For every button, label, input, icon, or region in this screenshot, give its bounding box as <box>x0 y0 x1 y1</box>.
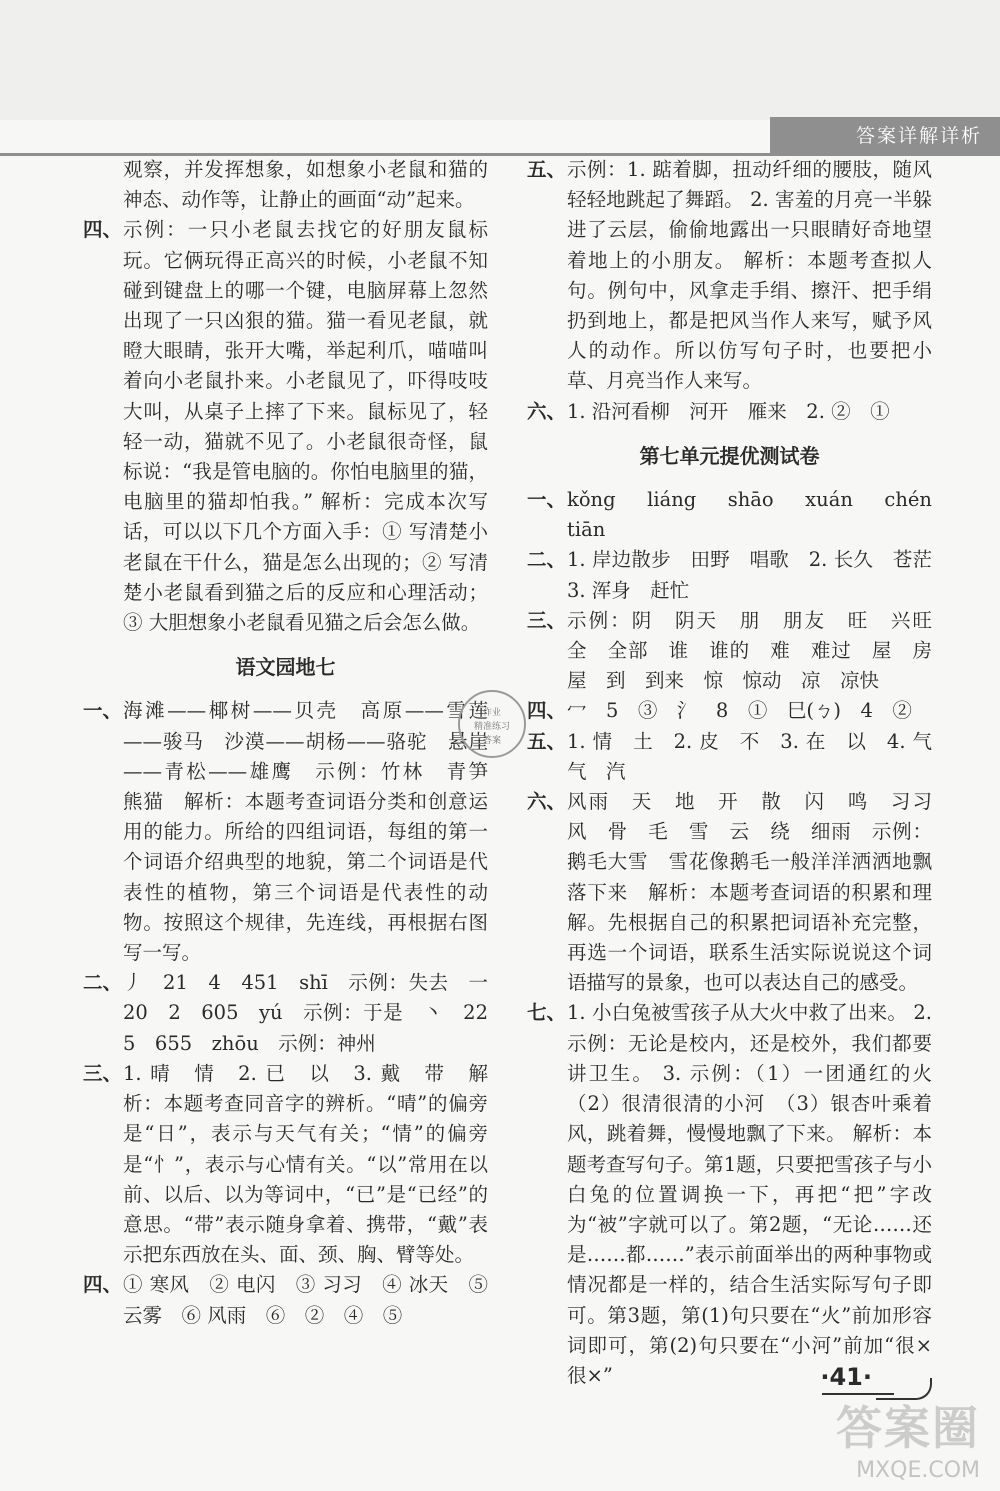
answer-item <box>83 1059 488 1270</box>
item-text: 风雨 天 地 开 散 闪 鸣 习习 风 骨 毛 雪 云 绕 细雨 示例：鹅毛大雪 雪花像鹅毛一般洋洋洒洒地飘落下来 解析：本题考查词语的积累和理解。先根据自己的积累把词语补充完整，再选一个词语，联系生活实际说说这个词语描写的景象，也可以表达自己的感受。 <box>567 790 952 995</box>
section-heading: 第七单元提优测试卷 <box>639 443 820 468</box>
item-number: 四、 <box>83 218 123 242</box>
item-text: 海滩——椰树——贝壳 高原——雪莲——骏马 沙漠——胡杨——骆驼 悬崖——青松——雄鹰 示例：竹林 青笋 熊猫 解析：本题考查词语分类和创意运用的能力。所给的四组词语，每组的第一个词语介绍典型的地貌，第二个词语是代表性的植物，第三个词语是代表性的动物。按照这个规律，先连线，再根据右图写一写。 <box>123 699 508 965</box>
item-text: 冖 5 ③ 氵 8 ① 巳(ㄅ) 4 ② <box>567 699 912 723</box>
watermark <box>836 1392 980 1483</box>
right-column <box>527 155 952 1391</box>
item-number: 四、 <box>527 699 567 723</box>
item-number: 三、 <box>83 1061 123 1085</box>
answer-item <box>527 998 952 1391</box>
section-heading: 语文园地七 <box>235 655 336 680</box>
item-number: 四、 <box>83 1273 123 1297</box>
answer-item <box>527 397 932 427</box>
answer-item <box>83 155 488 215</box>
item-text: 1. 情 土 2. 皮 不 3. 在 以 4. 气 气 汽 <box>567 729 952 783</box>
item-text: 1. 岸边散步 田野 唱歌 2. 长久 苍茫 3. 浑身 赶忙 <box>567 548 952 602</box>
answer-item <box>527 485 952 545</box>
item-text: 示例：阴 阴天 朋 朋友 旺 兴旺 全 全部 谁 谁的 难 难过 屋 房屋 到 到来 惊 惊动 凉 凉快 <box>567 608 952 693</box>
answer-item <box>83 1270 488 1330</box>
answer-item <box>83 215 488 638</box>
item-text: 1. 沿河看柳 河开 雁来 2. ② ① <box>567 399 890 423</box>
item-number: 一、 <box>527 488 567 512</box>
item-number: 六、 <box>527 399 567 423</box>
answer-item <box>527 606 952 697</box>
item-number: 一、 <box>83 699 123 723</box>
answer-item <box>527 787 952 998</box>
stamp-seal: 作业 精准练习 答案 <box>458 690 526 758</box>
watermark-url: MXQE.COM <box>856 1458 980 1483</box>
item-number: 二、 <box>83 971 123 995</box>
item-number: 五、 <box>527 729 567 753</box>
item-number: 三、 <box>527 608 567 632</box>
item-text: 示例：一只小老鼠去找它的好朋友鼠标玩。它俩玩得正高兴的时候，小老鼠不知碰到键盘上的哪一个键，电脑屏幕上忽然出现了一只凶狠的猫。猫一看见老鼠，就瞪大眼睛，张开大嘴，举起利爪，喵喵叫着向小老鼠扑来。小老鼠见了，吓得吱吱大叫，从桌子上摔了下来。鼠标见了，轻轻一动，猫就不见了。小老鼠很奇怪，鼠标说：“我是管电脑的。你怕电脑里的猫，电脑里的猫却怕我。” 解析：完成本次写话，可以以下几个方面入手：① 写清楚小老鼠在干什么，猫是怎么出现的；② 写清楚小老鼠看到猫之后的反应和心理活动；③ 大胆想象小老鼠看见猫之后会怎么做。 <box>123 218 488 635</box>
item-number: 六、 <box>527 790 567 814</box>
page-number: ·41· <box>820 1363 872 1391</box>
item-number: 七、 <box>527 1001 567 1025</box>
answer-item <box>83 968 508 1059</box>
item-number: 二、 <box>527 548 567 572</box>
section-header-tab: 答案详解详析 <box>770 117 1000 155</box>
watermark-logo: 答案圈 <box>836 1401 980 1455</box>
item-text: ① 寒风 ② 电闪 ③ 习习 ④ 冰天 ⑤ 云雾 ⑥ 风雨 ⑥ ② ④ ⑤ <box>123 1273 488 1327</box>
answer-item <box>527 696 932 726</box>
answer-item <box>527 727 952 787</box>
item-text: 1. 晴 情 2. 已 以 3. 戴 带 解析：本题考查同音字的辨析。“晴”的偏旁是“日”，表示与天气有关；“情”的偏旁是“忄”，表示与心情有关。“以”常用在以前、以后、以为等词中，“已”是“已经”的意思。“带”表示随身拿着、携带，“戴”表示把东西放在头、面、颈、胸、臂等处。 <box>123 1061 488 1267</box>
top-margin <box>0 0 1000 120</box>
answer-item <box>527 545 952 605</box>
item-text: 1. 小白兔被雪孩子从大火中救了出来。 2. 示例：无论是校内，还是校外，我们都要讲卫生。 3. 示例：（1）一团通红的火 （2）很清很清的小河 （3）银杏叶乘着风，跳着舞，慢慢地飘了下来。 解析：本题考查写句子。第1题，只要把雪孩子与小白兔的位置调换一下，再把“把”字改为“被”字就可以了。第2题，“无论……还是……都……”表示前面举出的两种事物或情况都是一样的，结合生活实际写句子即可。第3题，第(1)句只要在“火”前加形容词即可，第(2)句只要在“小河”前加“很×很×” <box>567 1001 952 1387</box>
item-text: 丿 21 4 451 shī 示例：失去 一 20 2 605 yú 示例：于是 丶 22 5 655 zhōu 示例：神州 <box>123 971 508 1055</box>
item-number: 五、 <box>527 158 567 181</box>
item-text: 示例：1. 踮着脚，扭动纤细的腰肢，随风轻轻地跳起了舞蹈。 2. 害羞的月亮一半躲进了云层，偷偷地露出一只眼睛好奇地望着地上的小朋友。 解析：本题考查拟人句。例句中，风拿走手绢、擦汗、把手绢扔到地上，都是把风当作人来写，赋予风人的动作。所以仿写句子时，也要把小草、月亮当作人来写。 <box>567 158 932 393</box>
answer-item <box>527 155 932 397</box>
item-text: 观察，并发挥想象，如想象小老鼠和猫的神态、动作等，让静止的画面“动”起来。 <box>123 158 488 212</box>
item-text: kǒng liáng shāo xuán chén tiān <box>567 488 952 542</box>
